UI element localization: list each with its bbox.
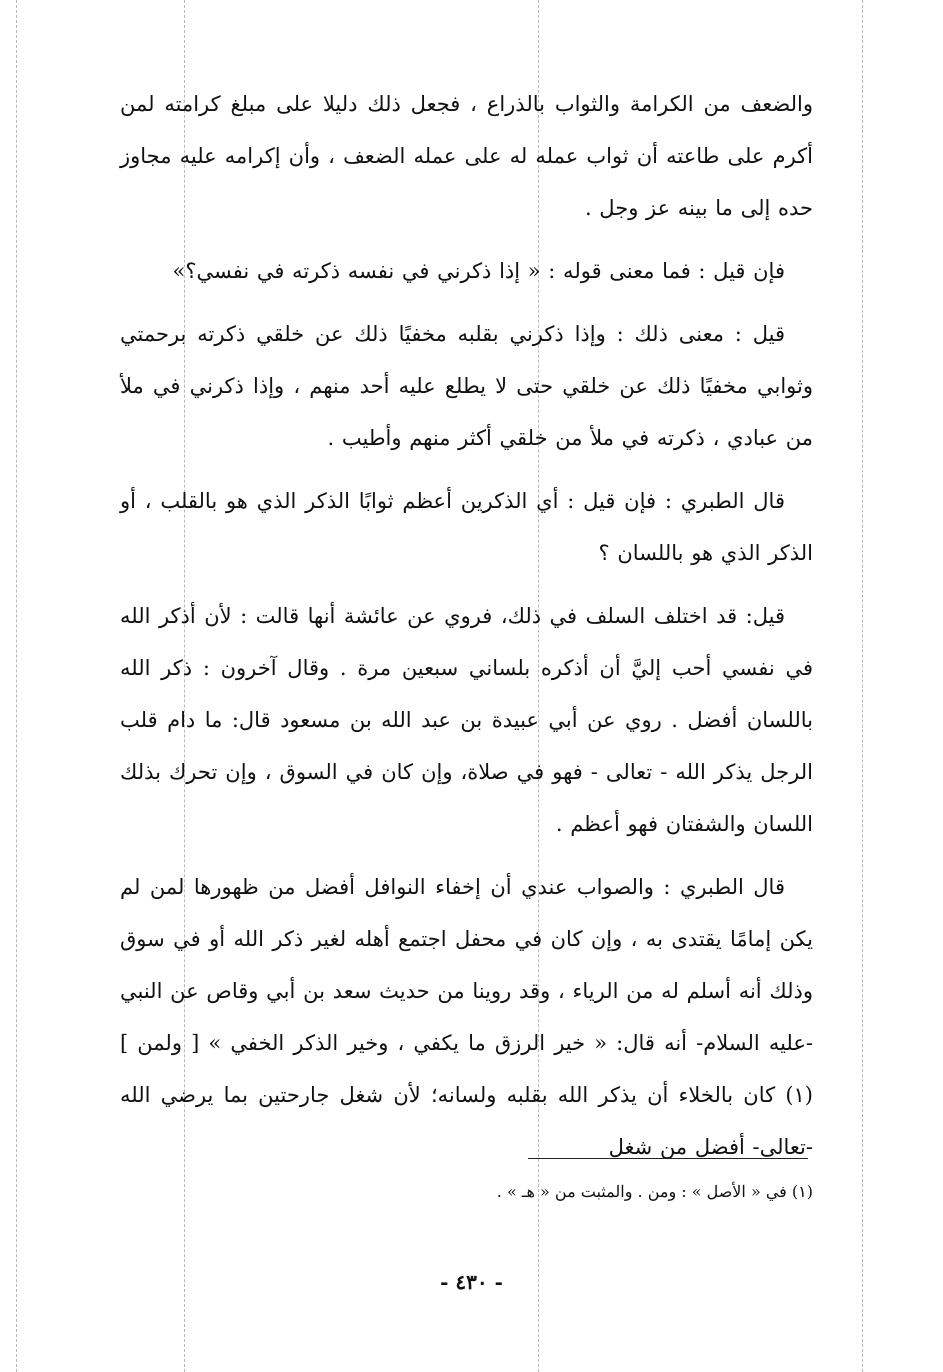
scan-guide-line (16, 0, 17, 1372)
paragraph: قيل: قد اختلف السلف في ذلك، فروي عن عائشة أنها قالت : لأن أذكر الله في نفسي أحب إليَّ أن أذكره بلساني سبعين مرة . وقال آخرون : ذكر الله باللسان أفضل . روي عن أبي عبيدة بن عبد الله بن مسعود قال: ما دام قلب الرجل يذكر الله - تعالى - فهو في صلاة، وإن كان في السوق ، وإن تحرك بذلك اللسان والشفتان فهو أعظم . (120, 604, 813, 836)
paragraph: قال الطبري : فإن قيل : أي الذكرين أعظم ثوابًا الذكر الذي هو بالقلب ، أو الذكر الذي هو باللسان ؟ (120, 489, 813, 565)
main-text (120, 78, 813, 1184)
paragraph: فإن قيل : فما معنى قوله : « إذا ذكرني في نفسه ذكرته في نفسي؟» (172, 259, 785, 283)
footnote: (١) في « الأصل » : ومن . والمثبت من « هـ » . (496, 1182, 813, 1201)
paragraph: قيل : معنى ذلك : وإذا ذكرني بقلبه مخفيًا ذلك عن خلقي ذكرته برحمتي وثوابي مخفيًا ذلك عن خلقي حتى لا يطلع عليه أحد منهم ، وإذا ذكرني في ملأ من عبادي ، ذكرته في ملأ من خلقي أكثر منهم وأطيب . (120, 322, 813, 450)
scan-guide-line (862, 0, 863, 1372)
paragraph: قال الطبري : والصواب عندي أن إخفاء النوافل أفضل من ظهورها لمن لم يكن إمامًا يقتدى به ، وإن كان في محفل اجتمع أهله لغير ذكر الله أو في سوق وذلك أنه أسلم له من الرياء ، وقد روينا من حديث سعد بن أبي وقاص عن النبي -عليه السلام- أنه قال: « خير الرزق ما يكفي ، وخير الذكر الخفي » [ ولمن ] (١) كان بالخلاء أن يذكر الله بقلبه ولسانه؛ لأن شغل جارحتين بما يرضي الله -تعالى- أفضل من شغل (120, 875, 813, 1159)
footnote-separator (528, 1158, 808, 1159)
page-number: - ٤٣٠ - (440, 1270, 503, 1294)
paragraph: والضعف من الكرامة والثواب بالذراع ، فجعل ذلك دليلا على مبلغ كرامته لمن أكرم على طاعته أن ثواب عمله له على عمله الضعف ، وأن إكرامه عليه مجاوز حده إلى ما بينه عز وجل . (120, 92, 813, 220)
